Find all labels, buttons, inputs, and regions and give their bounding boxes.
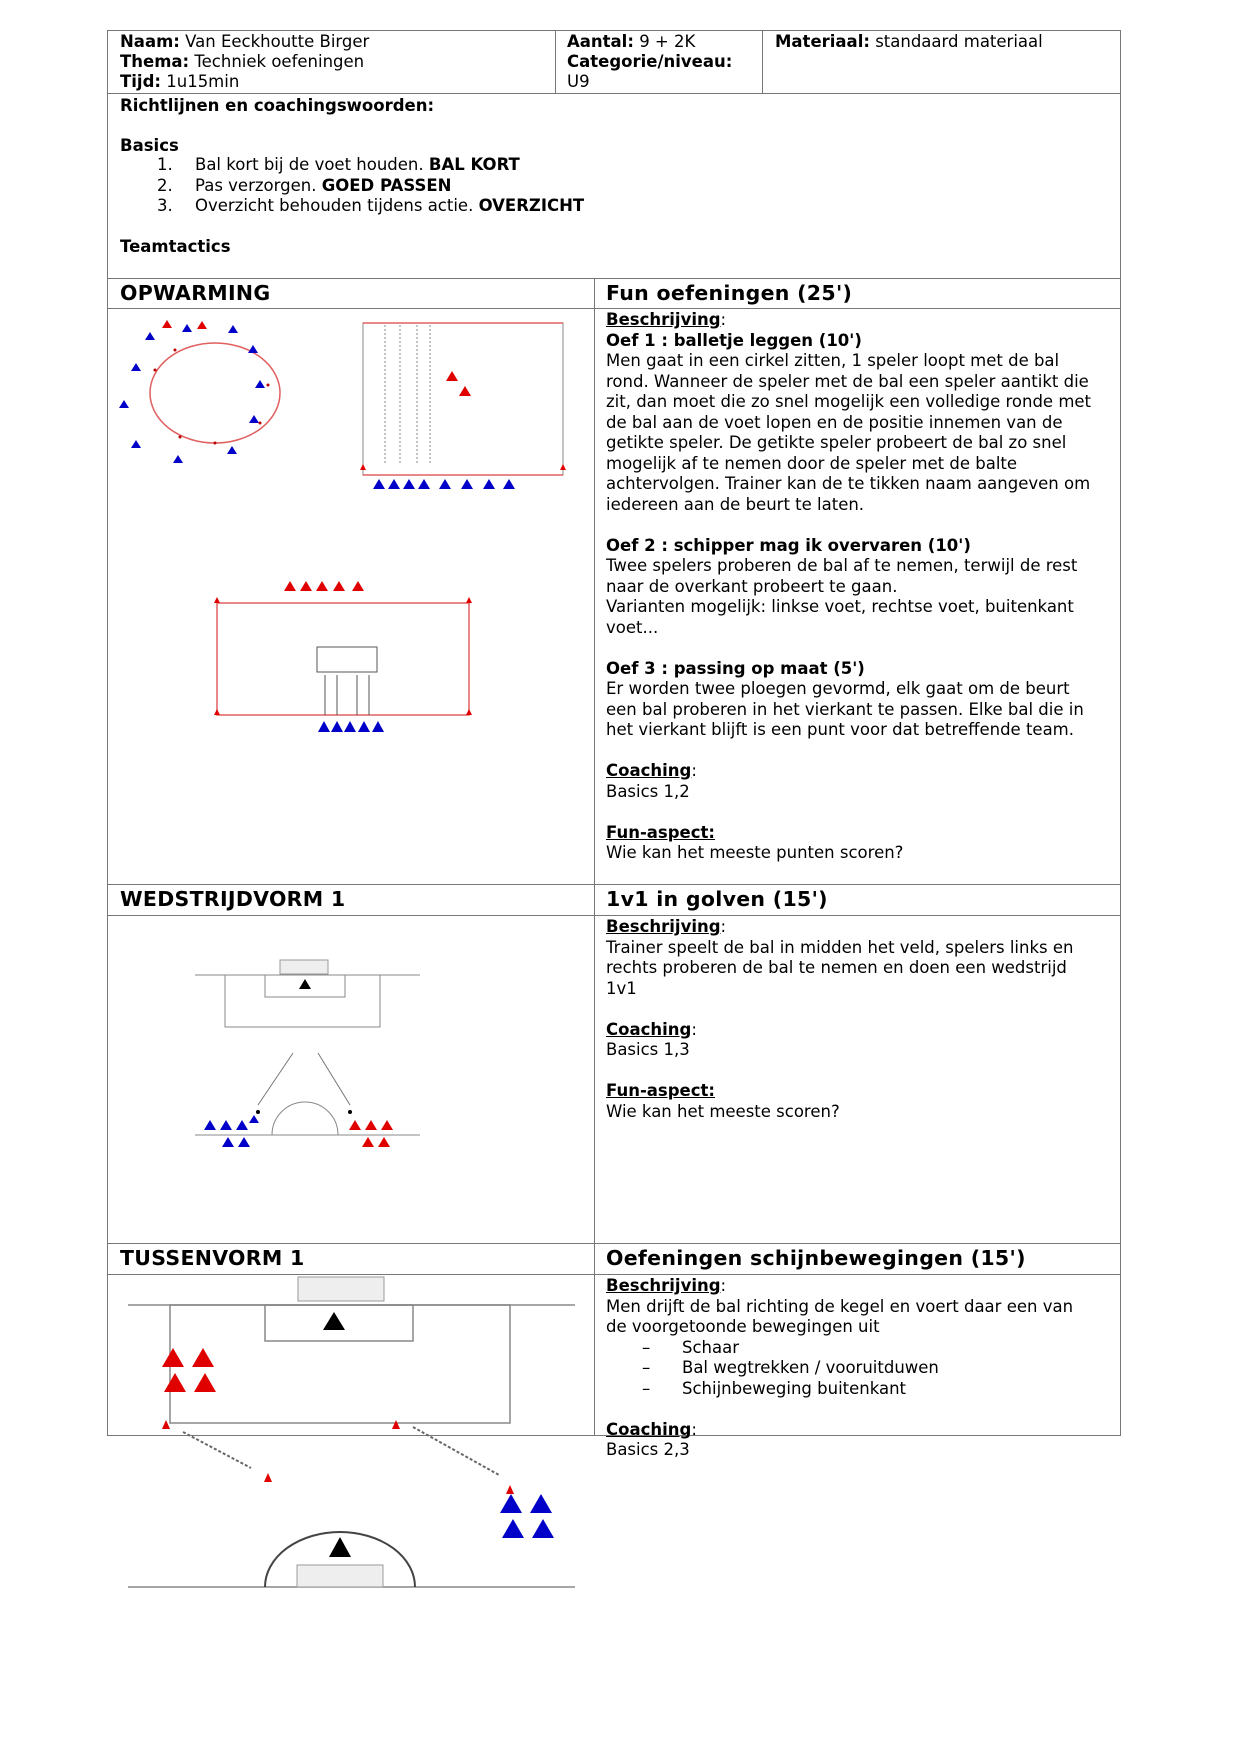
row-line-4 [107, 884, 1121, 885]
basics-item-num: 3. [157, 196, 173, 215]
fun-aspect-label: Fun-aspect: [606, 822, 716, 842]
coaching-value: Basics 1,2 [606, 781, 690, 801]
cones [162, 1420, 514, 1494]
basics-item-keyword: GOED PASSEN [321, 176, 452, 195]
coaching-value: Basics 1,3 [606, 1040, 690, 1059]
teamtactics-title: Teamtactics [120, 237, 231, 256]
section-1-text: Beschrijving: Oef 1 : balletje leggen (10') Men gaat in een cirkel zitten, 1 speler loopt met de bal rond. Wanneer de speler met de bal een speler aantikt die zit, dan moet die zo snel mogelijk een volledige ronde met de bal aan de voet lopen en de positie innemen van de getikte speler. De getikte speler probeert de bal zo snel mogelijk af te nemen door de speler met de balte achtervolgen. Trainer kan de te tikken naam aangeven om iedereen aan de beurt te laten. Oef 2 : schipper mag ik overvaren (10') Twee spelers proberen de bal af te nemen, terwijl de rest naar de overkant probeert te gaan. Varianten mogelijk: linkse voet, rechtse voet, buitenkant voet... Oef 3 : passing op maat (5') Er worden twee ploegen gevormd, elk gaat om de beurt een bal proberen in het vierkant te passen. Elke bal die in het vierkant blijft is een punt voor dat betreffende team. Coaching: Basics 1,2 Fun-aspect: Wie kan het meeste punten scoren? [606, 310, 1092, 862]
aantal-value: 9 + 2K [639, 32, 696, 51]
goalkeeper-triangle [329, 1537, 351, 1557]
aantal-label: Aantal: [567, 32, 634, 51]
coaching-label: Coaching [606, 1419, 692, 1439]
player-blue-triangles [119, 324, 265, 463]
categorie-label: Categorie/niveau: [567, 52, 733, 71]
oef2-line: voet... [606, 617, 659, 637]
player-red-triangles [162, 320, 207, 329]
section-name-tussenvorm: TUSSENVORM 1 [120, 1246, 305, 1270]
diagram-lanes-field [355, 315, 575, 495]
bullet-dash: – [642, 1378, 651, 1398]
basics-item-num: 2. [157, 176, 173, 195]
thema-value: Techniek oefeningen [194, 52, 365, 71]
description-line: Men drijft de bal richting de kegel en voert daar een van [606, 1296, 1074, 1316]
oef2-line: naar de overkant probeert te gaan. [606, 576, 898, 596]
oef3-title: Oef 3 : passing op maat (5') [606, 658, 865, 678]
oef1-line: mogelijk af te nemen door de speler met de balte [606, 453, 1018, 473]
oef3-line: een bal proberen in het vierkant te passen. Elke bal die in [606, 699, 1084, 719]
naam-value: Van Eeckhoutte Birger [185, 32, 370, 51]
tijd-label: Tijd: [120, 72, 161, 91]
basics-item-keyword: BAL KORT [428, 155, 520, 174]
basics-item-keyword: OVERZICHT [478, 196, 585, 215]
basics-item-text: Overzicht behouden tijdens actie. [195, 196, 479, 215]
guidelines-title: Richtlijnen en coachingswoorden: [120, 96, 435, 115]
description-line: de voorgetoonde bewegingen uit [606, 1317, 880, 1336]
naam-field [120, 32, 369, 52]
materiaal-label: Materiaal: [775, 32, 870, 51]
oef3-line: het vierkant blijft is een punt voor dat betreffende team. [606, 720, 1074, 739]
oef1-line: achtervolgen. Trainer kan de te tikken naam aangeven om [606, 474, 1091, 493]
oef2-title: Oef 2 : schipper mag ik overvaren (10') [606, 535, 971, 555]
goalkeeper-triangle [299, 979, 311, 989]
row-line-1 [107, 93, 1121, 94]
oef1-title: Oef 1 : balletje leggen (10') [606, 330, 862, 350]
section-title-schijnbewegingen: Oefeningen schijnbewegingen (15') [606, 1246, 1026, 1270]
fun-aspect-value: Wie kan het meeste punten scoren? [606, 843, 904, 862]
oef1-line: rond. Wanneer de speler met de bal een speler aantikt die [606, 371, 1089, 391]
description-line: 1v1 [606, 978, 637, 998]
thema-label: Thema: [120, 52, 190, 71]
team-blue-triangles [500, 1494, 554, 1538]
coaching-label: Coaching [606, 1019, 692, 1039]
tijd-value: 1u15min [166, 72, 240, 91]
section-name-opwarming: OPWARMING [120, 281, 271, 305]
chaser-red-triangles [446, 371, 471, 396]
materiaal-field [775, 32, 1043, 52]
basics-item-1 [157, 155, 520, 176]
row-line-6 [107, 1243, 1121, 1244]
team-red-triangles [349, 1120, 393, 1147]
section-title-1v1: 1v1 in golven (15') [606, 887, 828, 911]
bullet-item: – Schijnbeweging buitenkant [642, 1378, 907, 1398]
fun-aspect-value: Wie kan het meeste scoren? [606, 1101, 840, 1121]
row-line-3 [107, 308, 1121, 309]
basics-item-text: Pas verzorgen. [195, 176, 322, 195]
thema-field [120, 52, 364, 72]
fun-aspect-label: Fun-aspect: [606, 1081, 716, 1100]
bullet-dash: – [642, 1337, 651, 1357]
diagram-feint-exercise [125, 1275, 580, 1605]
bullet-item: – Bal wegtrekken / vooruitduwen [642, 1358, 939, 1377]
coaching-label: Coaching [606, 761, 692, 780]
column-divider [594, 278, 595, 1436]
diagram-passing-square [212, 575, 482, 740]
categorie-value: U9 [567, 72, 590, 91]
oef1-line: iedereen aan de beurt te laten. [606, 494, 865, 514]
oef1-line: Men gaat in een cirkel zitten, 1 speler loopt met de bal [606, 351, 1060, 370]
section-title-fun: Fun oefeningen (25') [606, 281, 853, 305]
header-divider-2 [762, 30, 763, 93]
beschrijving-label: Beschrijving [606, 1276, 721, 1295]
basics-item-3 [157, 196, 584, 217]
basics-item-num: 1. [157, 155, 173, 174]
diagram-circle [120, 315, 300, 475]
header-divider-1 [555, 30, 556, 93]
row-line-2 [107, 278, 1121, 279]
beschrijving-label: Beschrijving [606, 917, 721, 936]
team-blue-triangles [373, 479, 515, 489]
basics-item-2 [157, 176, 451, 197]
naam-label: Naam: [120, 32, 180, 51]
row-line-5 [107, 915, 1121, 916]
team-blue-triangles [204, 1115, 259, 1147]
team-blue-triangles [318, 721, 384, 732]
section-3-text: Beschrijving: Men drijft de bal richting de kegel en voert daar een van de voorgetoonde bewegingen uit – Schaar – Bal wegtrekken / vooruitduwen – Schijnbeweging buitenkant Coaching: Basics 2,3 [606, 1276, 1074, 1459]
bullet-item: – Schaar [642, 1337, 740, 1357]
tijd-field [120, 72, 239, 92]
materiaal-value: standaard materiaal [875, 32, 1043, 51]
basics-title: Basics [120, 136, 179, 155]
diagram-1v1-waves [190, 955, 430, 1155]
goalkeeper-triangle [323, 1312, 345, 1330]
oef2-line: Varianten mogelijk: linkse voet, rechtse voet, buitenkant [606, 597, 1074, 616]
team-red-triangles [284, 581, 364, 591]
description-line: Trainer speelt de bal in midden het veld, spelers links en [606, 937, 1074, 957]
section-2-text: Beschrijving: Trainer speelt de bal in midden het veld, spelers links en rechts proberen de bal te nemen en doen een wedstrijd 1v1 Coaching: Basics 1,3 Fun-aspect: Wie kan het meeste scoren? [606, 917, 1074, 1121]
oef1-line: zit, dan moet die zo snel mogelijk een volledige ronde met [606, 392, 1092, 411]
description-line: rechts proberen de bal te nemen en doen een wedstrijd [606, 958, 1067, 977]
beschrijving-label: Beschrijving [606, 310, 721, 329]
oef1-line: getikte speler. De getikte speler probeert de bal zo snel [606, 433, 1067, 452]
oef2-line: Twee spelers proberen de bal af te nemen, terwijl de rest [606, 556, 1078, 575]
bullet-dash: – [642, 1358, 651, 1377]
basics-item-text: Bal kort bij de voet houden. [195, 155, 429, 174]
coaching-value: Basics 2,3 [606, 1440, 690, 1459]
oef1-line: de bal aan de voet lopen en de positie innemen van de [606, 412, 1063, 432]
aantal-field [567, 32, 695, 52]
oef3-line: Er worden twee ploegen gevormd, elk gaat om de beurt [606, 679, 1070, 698]
section-name-wedstrijdvorm: WEDSTRIJDVORM 1 [120, 887, 346, 911]
